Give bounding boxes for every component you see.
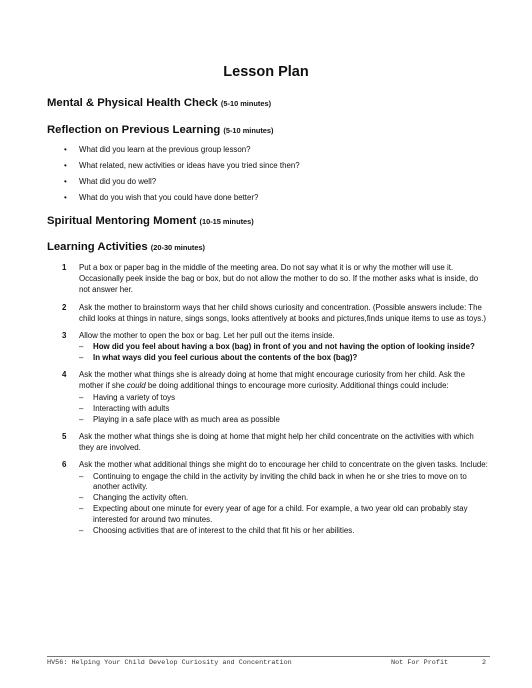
activity-item-1	[62, 263, 490, 296]
section-duration: (5-10 minutes)	[223, 126, 274, 135]
list-item: – Continuing to engage the child in the activity by inviting the child back in when he or she tries to move on to another activity.	[79, 471, 467, 492]
activity-text: Ask the mother what things she is already doing at home that might encourage curiosity from her child. Ask the mother if she could be doing additional things to encourage more curiosity. Additional things could include:	[79, 370, 465, 391]
activity-number: 3	[62, 330, 67, 340]
bullet-icon: •	[64, 145, 67, 154]
reflection-question-list	[64, 144, 300, 208]
dash-icon: –	[79, 403, 84, 413]
activity-text: Ask the mother to brainstorm ways that her child shows curiosity and concentration. (Possible answers include: The child looks at things in nature, sings songs, looks attentively at books and pictures,finds unique items to use as toys.)	[79, 302, 487, 323]
footer-document-title: HV56: Helping Your Child Develop Curiosity and Concentration	[47, 659, 292, 667]
activity-item-6	[62, 460, 490, 537]
bullet-icon: •	[64, 161, 67, 170]
list-item: • What did you learn at the previous group lesson?	[64, 145, 251, 154]
activity-subitem-list	[79, 472, 490, 537]
activity-list	[62, 263, 490, 537]
activity-subitem-list	[79, 393, 490, 426]
activity-text: Ask the mother what things she is doing at home that might help her child concentrate on the activities with which they are involved.	[79, 431, 474, 452]
bullet-icon: •	[64, 193, 67, 202]
list-item: – Choosing activities that are of interest to the child that fit his or her abilities.	[79, 526, 355, 536]
list-item: – Playing in a safe place with as much area as possible	[79, 414, 280, 424]
section-heading: Learning Activities	[47, 241, 148, 253]
dash-icon: –	[79, 493, 84, 503]
dash-icon: –	[79, 504, 84, 514]
dash-icon: –	[79, 526, 84, 536]
activity-item-3	[62, 331, 490, 365]
activity-number: 5	[62, 431, 67, 441]
section-duration: (10-15 minutes)	[199, 217, 254, 226]
dash-icon: –	[79, 471, 84, 481]
dash-icon: –	[79, 414, 84, 424]
dash-icon: –	[79, 353, 84, 363]
activity-number: 4	[62, 370, 67, 380]
bullet-icon: •	[64, 177, 67, 186]
page-title: Lesson Plan	[223, 64, 309, 80]
activity-number: 2	[62, 302, 67, 312]
list-item: – How did you feel about having a box (bag) in front of you and not having the option of looking inside?	[79, 342, 475, 352]
activity-subitem-list	[79, 342, 490, 364]
activity-text: Ask the mother what additional things she might do to encourage her child to concentrate on the given tasks. Include:	[79, 459, 488, 469]
activity-item-5	[62, 432, 490, 454]
section-heading: Spiritual Mentoring Moment	[47, 215, 197, 227]
section-heading: Reflection on Previous Learning	[47, 124, 221, 136]
footer-page-number: 2	[482, 659, 487, 667]
section-reflection	[47, 124, 274, 136]
section-duration: (20-30 minutes)	[150, 243, 206, 252]
footer-divider	[47, 656, 490, 657]
dash-icon: –	[79, 393, 84, 403]
activity-text: Allow the mother to open the box or bag. Let her pull out the items inside.	[79, 330, 335, 340]
list-item: – Expecting about one minute for every year of age for a child. For example, a two year old can probably stay interested for around two minutes.	[79, 504, 468, 525]
list-item: • What do you wish that you could have done better?	[64, 193, 259, 202]
activity-item-2	[62, 303, 490, 325]
list-item: – Having a variety of toys	[79, 393, 176, 403]
section-heading: Mental & Physical Health Check	[47, 97, 218, 109]
footer-notice: Not For Profit	[391, 659, 449, 667]
list-item: – In what ways did you feel curious about the contents of the box (bag)?	[79, 353, 358, 363]
section-duration: (5-10 minutes)	[220, 99, 272, 108]
list-item: – Interacting with adults	[79, 403, 170, 413]
list-item: • What related, new activities or ideas have you tried since then?	[64, 161, 300, 170]
section-learning-activities	[47, 241, 205, 253]
dash-icon: –	[79, 342, 84, 352]
list-item: – Changing the activity often.	[79, 493, 189, 503]
section-health-check	[47, 97, 271, 109]
activity-text: Put a box or paper bag in the middle of the meeting area. Do not say what it is or why the mother will use it. Occasionally peek inside the bag or box, but do not allow the mother to do so. If the mother asks what is inside, do not answer her.	[79, 263, 479, 294]
activity-number: 6	[62, 459, 67, 469]
list-item: • What did you do well?	[64, 177, 157, 186]
activity-number: 1	[62, 263, 67, 272]
section-spiritual-mentoring	[47, 215, 254, 227]
activity-item-4	[62, 370, 490, 426]
